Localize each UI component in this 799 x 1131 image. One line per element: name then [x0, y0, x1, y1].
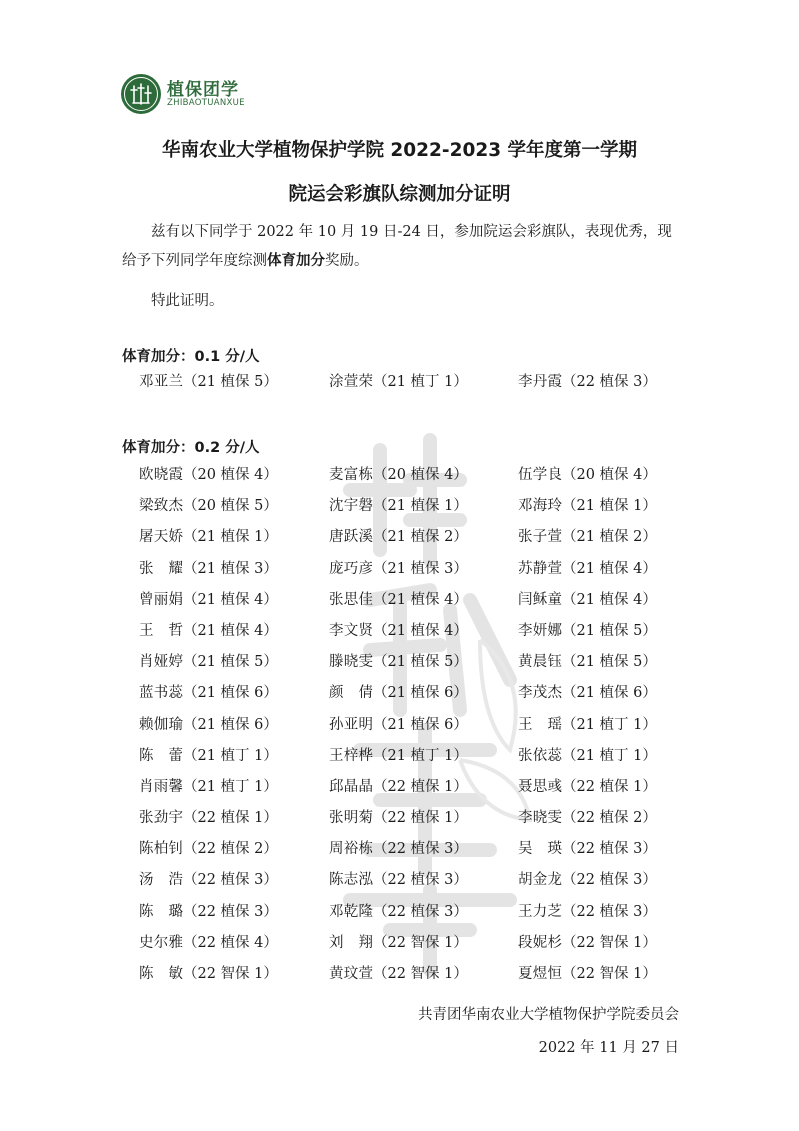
- student-name: 孙亚明: [329, 716, 373, 733]
- student-class: （22 植保 3）: [562, 872, 657, 889]
- student-class: （21 植保 4）: [183, 622, 278, 639]
- student-class: （21 植丁 1）: [183, 778, 278, 795]
- intro-text-a: 兹有以下同学于 2022 年 10 月 19 日-24 日，参加院运会彩旗队，表现优秀，现给予下列同学年度综测: [122, 224, 672, 269]
- student-name: 邱晶晶: [329, 778, 373, 795]
- student-entry: [329, 806, 468, 827]
- student-name: 张耀: [139, 560, 183, 577]
- student-name: 李文贤: [329, 622, 373, 639]
- student-entry: [139, 713, 278, 734]
- student-class: （21 植保 6）: [183, 685, 278, 702]
- student-entry: [329, 370, 468, 391]
- student-entry: [518, 806, 657, 827]
- student-class: （22 植保 1）: [183, 810, 278, 827]
- student-entry: [518, 868, 657, 889]
- student-class: （22 植保 3）: [562, 903, 657, 920]
- student-entry: [329, 868, 468, 889]
- intro-text-bold: 体育加分: [267, 253, 325, 269]
- student-name: 张思佳: [329, 591, 373, 608]
- student-name: 周裕栋: [329, 841, 373, 858]
- student-name: 陈璐: [139, 903, 183, 920]
- student-entry: [139, 525, 278, 546]
- student-class: （21 植保 1）: [373, 498, 468, 515]
- student-entry: [329, 775, 468, 796]
- student-entry: [329, 525, 468, 546]
- student-class: （21 植保 5）: [562, 622, 657, 639]
- student-name: 屠天娇: [139, 529, 183, 546]
- student-class: （22 智保 1）: [373, 966, 468, 982]
- student-class: （22 植保 1）: [373, 810, 468, 827]
- student-name: 王瑶: [518, 716, 562, 733]
- student-class: （21 植保 5）: [183, 654, 278, 671]
- student-name: 邓乾隆: [329, 903, 373, 920]
- student-class: （21 植保 4）: [183, 591, 278, 608]
- student-name: 梁致杰: [139, 498, 183, 515]
- student-entry: [139, 900, 278, 921]
- student-name: 沈宇磐: [329, 498, 373, 515]
- student-name: 黄玟萱: [329, 966, 373, 982]
- student-entry: [329, 619, 468, 640]
- student-class: （20 植保 4）: [183, 467, 278, 483]
- student-class: （21 植保 5）: [183, 374, 278, 390]
- student-name: 李茂杰: [518, 685, 562, 702]
- student-entry: [518, 681, 657, 702]
- student-entry: [518, 775, 657, 796]
- student-name: 蓝书蕊: [139, 685, 183, 702]
- student-entry: [329, 588, 468, 609]
- student-name: 唐跃溪: [329, 529, 373, 546]
- student-name: 夏煜恒: [518, 966, 562, 982]
- student-entry: [329, 900, 468, 921]
- student-class: （21 植丁 1）: [562, 747, 657, 764]
- section-heading-0-1: 体育加分：0.1 分/人: [122, 349, 260, 365]
- student-class: （22 植保 3）: [562, 374, 657, 390]
- student-class: （21 植丁 1）: [183, 747, 278, 764]
- student-entry: [139, 619, 278, 640]
- student-entry: [139, 775, 278, 796]
- student-name: 张明菊: [329, 810, 373, 827]
- document-title-line1: 华南农业大学植物保护学院 2022-2023 学年度第一学期: [161, 140, 638, 161]
- student-entry: [518, 588, 657, 609]
- student-class: （21 植保 5）: [373, 654, 468, 671]
- student-entry: [139, 837, 278, 858]
- student-name: 陈蕾: [139, 747, 183, 764]
- student-name: 李晓雯: [518, 810, 562, 827]
- student-name: 陈敏: [139, 966, 183, 982]
- student-entry: [329, 463, 468, 484]
- student-name: 邓海玲: [518, 498, 562, 515]
- student-entry: [139, 744, 278, 765]
- student-name: 王力芝: [518, 903, 562, 920]
- student-entry: [518, 931, 657, 952]
- student-entry: [329, 557, 468, 578]
- student-class: （21 植保 1）: [562, 498, 657, 515]
- student-class: （21 植保 6）: [183, 716, 278, 733]
- student-class: （21 植丁 1）: [373, 374, 468, 390]
- student-name: 滕晓雯: [329, 654, 373, 671]
- student-entry: [139, 962, 278, 983]
- student-class: （21 植保 5）: [562, 654, 657, 671]
- student-name: 黄晨钰: [518, 654, 562, 671]
- student-name: 张子萱: [518, 529, 562, 546]
- student-entry: [139, 931, 278, 952]
- student-class: （20 植保 5）: [183, 498, 278, 515]
- student-name: 张依蕊: [518, 747, 562, 764]
- student-name: 王哲: [139, 622, 183, 639]
- student-entry: [518, 650, 657, 671]
- document-title-line2: 院运会彩旗队综测加分证明: [288, 184, 511, 205]
- student-class: （20 植保 4）: [562, 467, 657, 483]
- student-name: 庞巧彦: [329, 560, 373, 577]
- student-entry: [329, 494, 468, 515]
- student-class: （22 植保 1）: [373, 778, 468, 795]
- student-name: 陈柏钊: [139, 841, 183, 858]
- student-name: 李妍娜: [518, 622, 562, 639]
- student-class: （22 植保 2）: [183, 841, 278, 858]
- student-name: 陈志泓: [329, 872, 373, 889]
- student-class: （21 植保 1）: [183, 529, 278, 546]
- student-class: （22 智保 1）: [562, 966, 657, 982]
- student-entry: [139, 650, 278, 671]
- student-entry: [139, 463, 278, 484]
- student-entry: [139, 557, 278, 578]
- student-entry: [518, 713, 657, 734]
- student-entry: [518, 525, 657, 546]
- student-name: 聂思彧: [518, 778, 562, 795]
- logo-text-en: ZHIBAOTUANXUE: [167, 98, 245, 108]
- student-name: 闫稣童: [518, 591, 562, 608]
- student-entry: [139, 588, 278, 609]
- student-entry: [518, 837, 657, 858]
- student-name: 苏静萱: [518, 560, 562, 577]
- student-entry: [139, 681, 278, 702]
- student-class: （21 植保 4）: [373, 591, 468, 608]
- student-class: （22 植保 3）: [373, 903, 468, 920]
- student-name: 胡金龙: [518, 872, 562, 889]
- logo-seal-icon: [120, 73, 162, 115]
- student-name: 段妮杉: [518, 934, 562, 951]
- student-entry: [518, 494, 657, 515]
- student-class: （21 植保 2）: [373, 529, 468, 546]
- student-class: （21 植保 6）: [562, 685, 657, 702]
- student-entry: [518, 900, 657, 921]
- student-entry: [329, 681, 468, 702]
- student-class: （22 植保 3）: [373, 872, 468, 889]
- issuer-organization: 共青团华南农业大学植物保护学院委员会: [418, 1007, 679, 1023]
- student-name: 史尔雅: [139, 934, 183, 951]
- student-class: （21 植保 4）: [562, 591, 657, 608]
- student-class: （21 植保 3）: [373, 560, 468, 577]
- student-class: （22 植保 4）: [183, 934, 278, 951]
- student-class: （22 植保 3）: [183, 872, 278, 889]
- logo: [120, 73, 280, 117]
- student-name: 赖伽瑜: [139, 716, 183, 733]
- student-name: 曾丽娟: [139, 591, 183, 608]
- student-name: 肖雨馨: [139, 778, 183, 795]
- student-entry: [518, 962, 657, 983]
- student-entry: [518, 463, 657, 484]
- student-entry: [329, 713, 468, 734]
- student-name: 张劲宇: [139, 810, 183, 827]
- student-class: （22 智保 1）: [562, 934, 657, 951]
- student-name: 吴瑛: [518, 841, 562, 858]
- student-name: 刘翔: [329, 934, 373, 951]
- student-class: （22 植保 3）: [562, 841, 657, 858]
- student-class: （21 植保 6）: [373, 685, 468, 702]
- student-class: （22 植保 3）: [373, 841, 468, 858]
- student-class: （21 植保 6）: [373, 716, 468, 733]
- student-name: 王梓桦: [329, 747, 373, 764]
- student-class: （22 植保 3）: [183, 903, 278, 920]
- student-class: （22 植保 1）: [562, 778, 657, 795]
- student-entry: [139, 868, 278, 889]
- issue-date: 2022 年 11 月 27 日: [538, 1040, 679, 1056]
- student-entry: [518, 557, 657, 578]
- student-class: （22 植保 2）: [562, 810, 657, 827]
- student-entry: [518, 744, 657, 765]
- student-class: （21 植丁 1）: [562, 716, 657, 733]
- intro-paragraph: [122, 218, 682, 276]
- student-class: （22 智保 1）: [373, 934, 468, 951]
- student-name: 邓亚兰: [139, 374, 183, 390]
- student-name: 李丹霞: [518, 374, 562, 390]
- student-entry: [139, 494, 278, 515]
- student-entry: [329, 744, 468, 765]
- student-entry: [518, 619, 657, 640]
- student-name: 涂萱荣: [329, 374, 373, 390]
- section-heading-0-2: 体育加分：0.2 分/人: [122, 440, 260, 456]
- student-entry: [139, 370, 278, 391]
- student-name: 颜倩: [329, 685, 373, 702]
- student-entry: [329, 650, 468, 671]
- student-entry: [518, 370, 657, 391]
- student-class: （21 植保 2）: [562, 529, 657, 546]
- student-entry: [139, 806, 278, 827]
- student-class: （20 植保 4）: [373, 467, 468, 483]
- student-name: 欧晓霞: [139, 467, 183, 483]
- student-class: （21 植保 3）: [183, 560, 278, 577]
- student-class: （22 智保 1）: [183, 966, 278, 982]
- student-class: （21 植保 4）: [562, 560, 657, 577]
- student-name: 汤浩: [139, 872, 183, 889]
- student-entry: [329, 931, 468, 952]
- logo-text-cn: 植保团学: [167, 80, 239, 100]
- student-name: 伍学良: [518, 467, 562, 483]
- student-entry: [329, 962, 468, 983]
- student-name: 麦富栋: [329, 467, 373, 483]
- certify-paragraph: 特此证明。: [151, 293, 224, 309]
- student-entry: [329, 837, 468, 858]
- intro-text-b: 奖励。: [325, 253, 369, 269]
- student-name: 肖娅婷: [139, 654, 183, 671]
- student-class: （21 植丁 1）: [373, 747, 468, 764]
- student-class: （21 植保 4）: [373, 622, 468, 639]
